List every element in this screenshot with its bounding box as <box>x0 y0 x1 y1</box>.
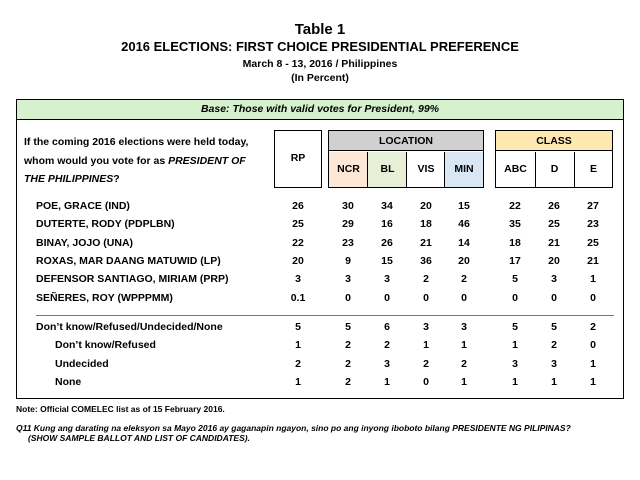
cell-min: 1 <box>461 339 467 352</box>
cell-rp: 5 <box>295 321 301 333</box>
cell-bl: 26 <box>381 236 393 249</box>
cell-min: 46 <box>458 218 470 231</box>
col-header-vis: VIS <box>417 163 435 175</box>
cell-d: 5 <box>551 321 557 333</box>
cell-rp: 1 <box>295 339 301 352</box>
cell-d: 2 <box>551 339 557 352</box>
cell-e: 0 <box>590 339 596 352</box>
cell-d: 0 <box>551 291 557 304</box>
col-header-bl: BL <box>380 163 395 175</box>
cell-abc: 0 <box>512 291 518 304</box>
cell-rp: 1 <box>295 375 301 388</box>
cell-ncr: 2 <box>345 339 351 352</box>
cell-e: 25 <box>587 236 599 249</box>
cell-abc: 17 <box>509 254 521 267</box>
cell-e: 27 <box>587 200 599 212</box>
col-header-d: D <box>550 163 559 175</box>
cell-ncr: 0 <box>345 291 351 304</box>
cell-vis: 20 <box>420 200 432 212</box>
cell-min: 14 <box>458 236 470 249</box>
cell-vis: 36 <box>420 254 432 267</box>
cell-bl: 34 <box>381 200 393 212</box>
cell-abc: 5 <box>512 321 518 333</box>
row-label: Don’t know/Refused/Undecided/None <box>36 321 223 333</box>
cell-vis: 2 <box>423 357 429 370</box>
cell-bl: 2 <box>384 339 390 352</box>
cell-min: 2 <box>461 357 467 370</box>
cell-abc: 5 <box>512 273 518 286</box>
cell-vis: 0 <box>423 291 429 304</box>
class-group-label: CLASS <box>536 135 572 147</box>
col-header-rp: RP <box>290 152 306 164</box>
cell-ncr: 9 <box>345 254 351 267</box>
cell-ncr: 2 <box>345 357 351 370</box>
cell-ncr: 2 <box>345 375 351 388</box>
cell-ncr: 29 <box>342 218 354 231</box>
col-header-ncr: NCR <box>337 163 360 175</box>
note-official-list: Note: Official COMELEC list as of 15 February 2016. <box>16 404 225 414</box>
cell-bl: 0 <box>384 291 390 304</box>
cell-bl: 15 <box>381 254 393 267</box>
cell-e: 23 <box>587 218 599 231</box>
cell-rp: 0.1 <box>290 291 306 304</box>
cell-e: 21 <box>587 254 599 267</box>
cell-d: 26 <box>548 200 560 212</box>
row-label: Undecided <box>55 357 109 370</box>
cell-min: 0 <box>461 291 467 304</box>
cell-ncr: 3 <box>345 273 351 286</box>
table-title: 2016 ELECTIONS: FIRST CHOICE PRESIDENTIAL PREFERENCE <box>121 39 519 54</box>
col-header-min: MIN <box>454 163 474 175</box>
row-label: BINAY, JOJO (UNA) <box>36 236 134 249</box>
cell-min: 15 <box>458 200 470 212</box>
cell-ncr: 23 <box>342 236 354 249</box>
cell-bl: 6 <box>384 321 390 333</box>
cell-ncr: 30 <box>342 200 354 212</box>
cell-min: 2 <box>461 273 467 286</box>
cell-d: 20 <box>548 254 560 267</box>
cell-rp: 2 <box>295 357 301 370</box>
cell-bl: 3 <box>384 357 390 370</box>
row-label: Don’t know/Refused <box>55 339 156 352</box>
cell-bl: 16 <box>381 218 393 231</box>
row-label: DEFENSOR SANTIAGO, MIRIAM (PRP) <box>36 273 229 286</box>
cell-abc: 18 <box>509 236 521 249</box>
cell-rp: 3 <box>295 273 301 286</box>
cell-d: 3 <box>551 273 557 286</box>
cell-vis: 0 <box>423 375 429 388</box>
cell-vis: 3 <box>423 321 429 333</box>
cell-e: 2 <box>590 321 596 333</box>
q11-instruction: (SHOW SAMPLE BALLOT AND LIST OF CANDIDATES). <box>28 433 250 443</box>
cell-e: 1 <box>590 273 596 286</box>
q11-text: Q11 Kung ang darating na eleksyon sa Mayo 2016 ay gaganapin ngayon, sino po ang inyong iboboto bilang PRESIDENTE NG PILIPINAS? <box>16 423 571 433</box>
cell-ncr: 5 <box>345 321 351 333</box>
cell-min: 3 <box>461 321 467 333</box>
col-header-e: E <box>589 163 597 175</box>
base-banner: Base: Those with valid votes for President, 99% <box>16 99 624 120</box>
cell-abc: 1 <box>512 375 518 388</box>
cell-rp: 22 <box>292 236 304 249</box>
cell-min: 1 <box>461 375 467 388</box>
cell-e: 1 <box>590 375 596 388</box>
cell-vis: 18 <box>420 218 432 231</box>
cell-rp: 26 <box>292 200 304 212</box>
cell-vis: 21 <box>420 236 432 249</box>
cell-abc: 3 <box>512 357 518 370</box>
row-label: SEÑERES, ROY (WPPPMM) <box>36 291 173 304</box>
cell-bl: 3 <box>384 273 390 286</box>
location-group-label: LOCATION <box>378 135 434 147</box>
table-number: Table 1 <box>294 21 346 38</box>
row-label: DUTERTE, RODY (PDPLBN) <box>36 218 175 231</box>
col-header-abc: ABC <box>504 163 527 175</box>
cell-rp: 20 <box>292 254 304 267</box>
cell-abc: 1 <box>512 339 518 352</box>
cell-e: 1 <box>590 357 596 370</box>
cell-d: 1 <box>551 375 557 388</box>
unit-label: (In Percent) <box>291 72 349 84</box>
cell-rp: 25 <box>292 218 304 231</box>
cell-abc: 35 <box>509 218 521 231</box>
cell-vis: 2 <box>423 273 429 286</box>
row-label: ROXAS, MAR DAANG MATUWID (LP) <box>36 254 221 267</box>
cell-vis: 1 <box>423 339 429 352</box>
row-label: None <box>55 375 82 388</box>
cell-d: 25 <box>548 218 560 231</box>
cell-abc: 22 <box>509 200 521 212</box>
row-label: POE, GRACE (IND) <box>36 200 130 212</box>
cell-bl: 1 <box>384 375 390 388</box>
section-divider <box>36 315 614 316</box>
survey-date-place: March 8 - 13, 2016 / Philippines <box>242 58 398 70</box>
cell-d: 3 <box>551 357 557 370</box>
cell-min: 20 <box>458 254 470 267</box>
cell-e: 0 <box>590 291 596 304</box>
cell-d: 21 <box>548 236 560 249</box>
question-text: If the coming 2016 elections were held today, whom would you vote for as PRESIDENT OF THE PHILIPPINES? <box>24 136 249 185</box>
